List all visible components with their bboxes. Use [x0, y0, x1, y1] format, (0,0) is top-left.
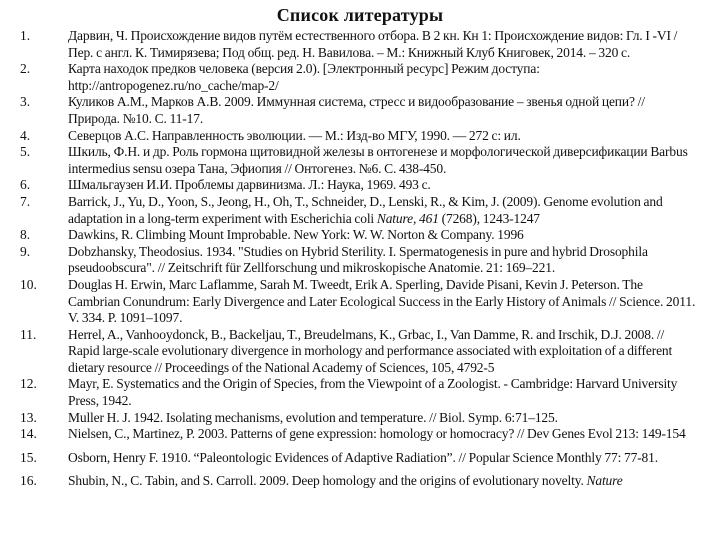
reference-text: Osborn, Henry F. 1910. “Paleontologic Evidences of Adaptive Radiation”. // Popular Science Monthly 77: 77-81.: [68, 449, 658, 465]
reference-item-16: [0, 473, 720, 490]
reference-text: Mayr, E. Systematics and the Origin of Species, from the Viewpoint of a Zoologist. - Cambridge: Harvard University Press, 1942.: [68, 376, 678, 409]
reference-text: [68, 473, 696, 490]
reference-text-tail: (7268), 1243-1247: [438, 210, 540, 226]
reference-number: 4.: [20, 127, 31, 143]
reference-text: Куликов А.М., Марков А.В. 2009. Иммунная система, стресс и видообразование – звенья одной цепи? // Природа. №10. С. 11-17.: [68, 94, 645, 126]
reference-item-8: [0, 227, 720, 244]
reference-journal-italic: Nature: [586, 473, 623, 489]
reference-text: Шкиль, Ф.Н. и др. Роль гормона щитовидной железы в онтогенезе и морфологической диверсификации Barbus intermedius sensu озера Тана, Эфиопия // Онтогенез. №6. С. 438-450.: [68, 144, 688, 176]
reference-text: Herrel, A., Vanhooydonck, B., Backeljau, T., Breudelmans, K., Grbac, I., Van Damme, R. and Irschik, D.J. 2008. // Rapid large-scale evolutionary divergence in morhology and performance associated with exploitation of a different dietary resource // Proceedings of the National Academy of Sciences, 105, 4792-5: [68, 326, 673, 375]
reference-text: Dobzhansky, Theodosius. 1934. "Studies on Hybrid Sterility. I. Spermatogenesis in pure and hybrid Drosophila pseudoobscura". // Zeitschrift für Zellforschung und mikroskopische Anatomie. 21: 169–221.: [68, 243, 648, 276]
reference-number: 7.: [20, 193, 31, 209]
reference-number: 2.: [20, 61, 31, 77]
reference-text: [68, 194, 696, 227]
reference-number: 15.: [20, 449, 37, 465]
reference-number: 8.: [20, 227, 31, 243]
reference-item-2: [0, 61, 720, 94]
reference-number: 11.: [20, 326, 37, 342]
reference-item-12: [0, 376, 720, 409]
reference-item-11: [0, 327, 720, 377]
reference-item-7: [0, 194, 720, 227]
reference-number: 6.: [20, 177, 31, 193]
reference-item-9: [0, 244, 720, 277]
reference-text-main: Shubin, N., C. Tabin, and S. Carroll. 2009. Deep homology and the origins of evolutionary novelty.: [68, 473, 587, 489]
reference-item-10: [0, 277, 720, 327]
reference-text: Дарвин, Ч. Происхождение видов путём естественного отбора. В 2 кн. Кн 1: Происхождение видов: Гл. I -VI / Пер. с англ. К. Тимирязева; Под общ. ред. Н. Вавилова. – М.: Книжный Клуб Книговек, 2014. – 320 с.: [68, 28, 678, 60]
reference-text-main: Barrick, J., Yu, D., Yoon, S., Jeong, H., Oh, T., Schneider, D., Lenski, R., & Kim, J. (2009). Genome evolution and adaptation in a long-term experiment with Escherichia coli: [68, 193, 663, 226]
reference-item-4: [0, 128, 720, 145]
reference-number: 1.: [20, 28, 31, 43]
reference-number: 13.: [20, 409, 37, 425]
reference-text: Nielsen, C., Martinez, P. 2003. Patterns of gene expression: homology or homocracy? // Dev Genes Evol 213: 149-154: [68, 426, 686, 442]
reference-number: 14.: [20, 426, 37, 442]
reference-text: Douglas H. Erwin, Marc Laflamme, Sarah M. Tweedt, Erik A. Sperling, Davide Pisani, Kevin J. Peterson. The Cambrian Conundrum: Early Divergence and Later Ecological Success in the Early History of Animals // Science. 2011. V. 334. P. 1091–1097.: [68, 276, 696, 326]
reference-journal-italic: Nature, 461: [376, 210, 439, 226]
reference-number: 16.: [20, 473, 37, 489]
reference-item-6: [0, 177, 720, 194]
reference-item-5: [0, 144, 720, 177]
reference-item-3: [0, 94, 720, 127]
reference-text: Карта находок предков человека (версия 2.0). [Электронный ресурс] Режим доступа: http://antropogenez.ru/no_cache/map-2/: [68, 61, 540, 93]
page-title: Список литературы: [276, 5, 444, 25]
reference-number: 3.: [20, 94, 31, 110]
reference-text: Muller H. J. 1942. Isolating mechanisms, evolution and temperature. // Biol. Symp. 6:71–125.: [68, 409, 558, 425]
reference-text: Dawkins, R. Climbing Mount Improbable. New York: W. W. Norton & Company. 1996: [68, 227, 524, 243]
reference-number: 5.: [20, 144, 31, 160]
reference-item-1: [0, 28, 720, 61]
reference-item-13: [0, 410, 720, 427]
reference-list: [0, 28, 720, 540]
reference-number: 9.: [20, 243, 31, 259]
reference-text: Северцов А.С. Направленность эволюции. — М.: Изд-во МГУ, 1990. — 272 с: ил.: [68, 127, 521, 143]
reference-item-15: [0, 450, 720, 467]
reference-number: 10.: [20, 276, 37, 292]
reference-item-14: [0, 426, 720, 443]
reference-text: Шмальгаузен И.И. Проблемы дарвинизма. Л.: Наука, 1969. 493 с.: [68, 177, 431, 193]
reference-number: 12.: [20, 376, 37, 392]
